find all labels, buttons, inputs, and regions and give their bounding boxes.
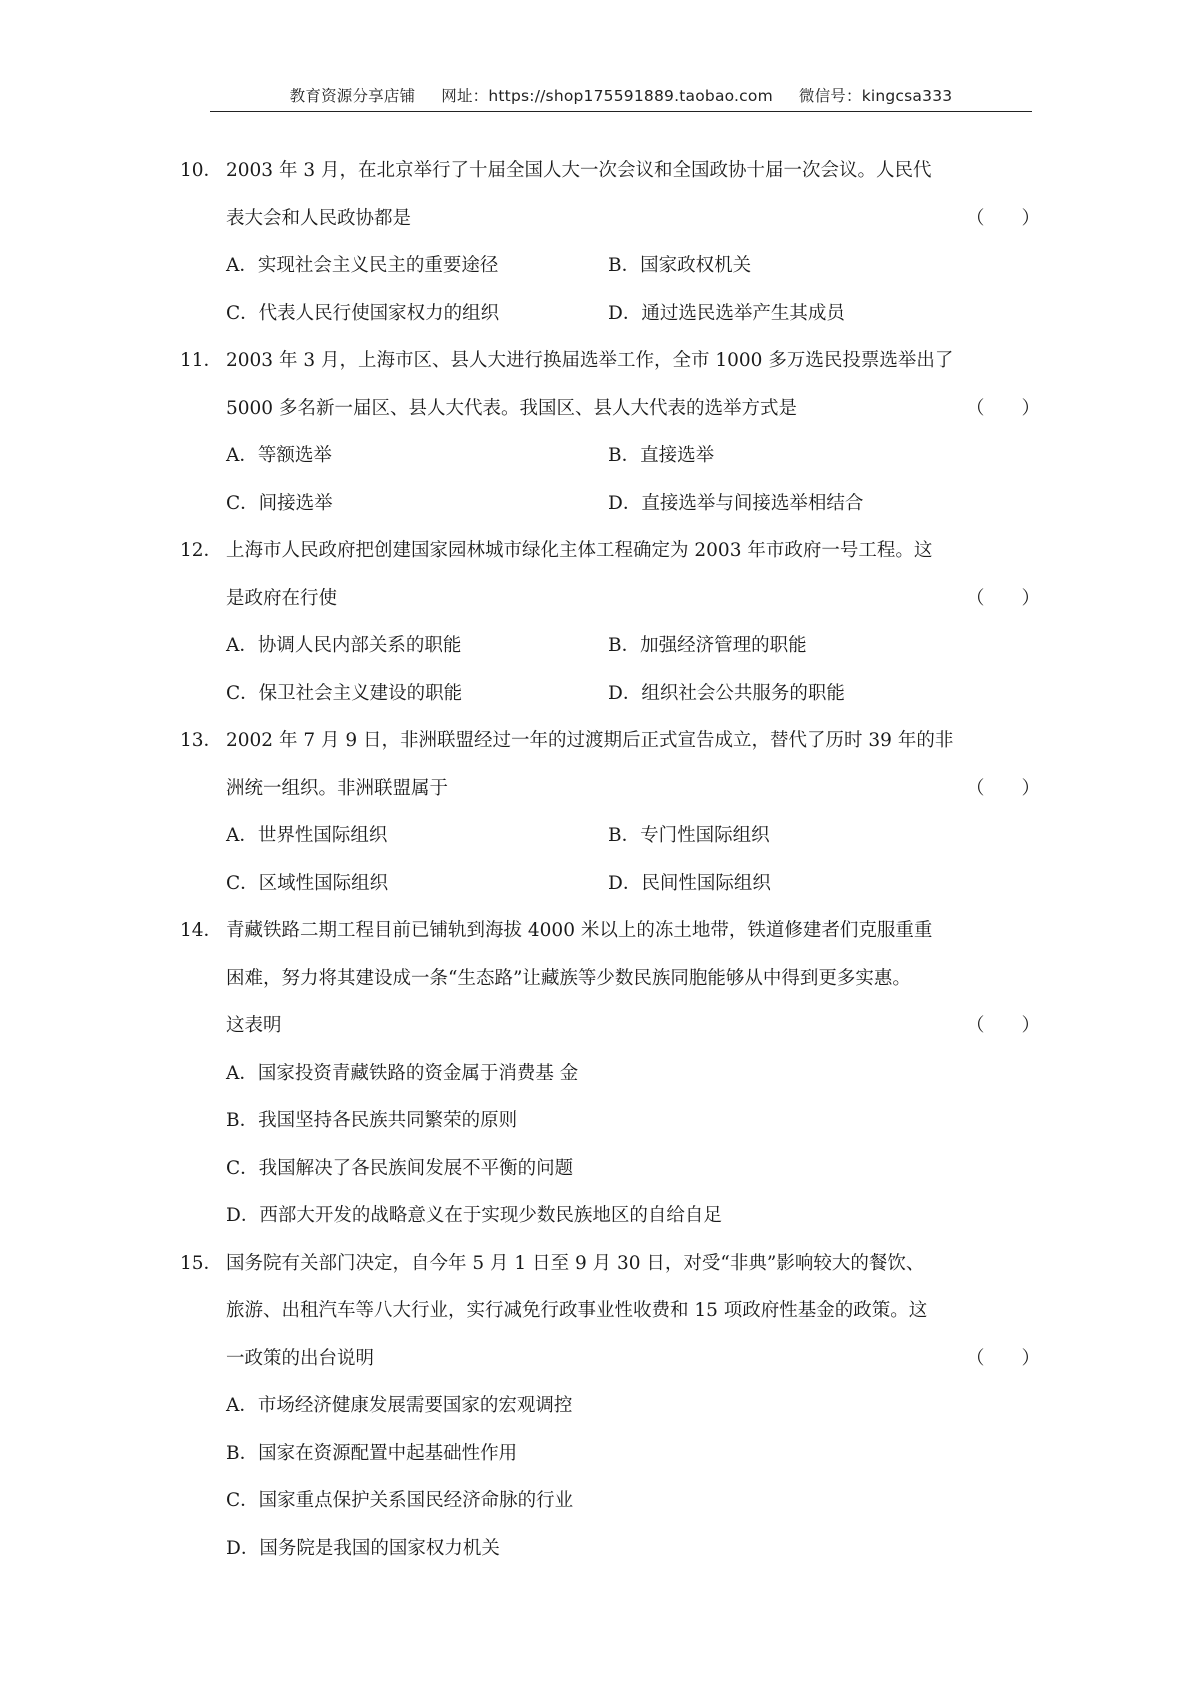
option-d: D．民间性国际组织 xyxy=(608,872,771,894)
question-number: 10． xyxy=(180,160,223,181)
option-d: D．组织社会公共服务的职能 xyxy=(608,682,845,704)
option-d: D．通过选民选举产生其成员 xyxy=(608,302,845,324)
question-stem-line: 这表明 xyxy=(226,1015,282,1036)
option-a: A．市场经济健康发展需要国家的宏观调控 xyxy=(226,1395,573,1416)
page-header xyxy=(210,84,1032,106)
question-11 xyxy=(180,337,1041,527)
option-a: A．等额选举 xyxy=(226,445,332,466)
option-c: C．我国解决了各民族间发展不平衡的问题 xyxy=(226,1157,574,1179)
question-stem-line: 表大会和人民政协都是 xyxy=(226,207,412,229)
question-stem-line: 国务院有关部门决定，自今年 5 月 1 日至 9 月 30 日，对受“非典”影响较大的餐饮、 xyxy=(226,1252,925,1274)
answer-blank: （ ） xyxy=(966,207,1041,229)
option-b: B．我国坚持各民族共同繁荣的原则 xyxy=(226,1110,518,1131)
answer-blank: （ ） xyxy=(966,1015,1041,1036)
option-c: C．国家重点保护关系国民经济命脉的行业 xyxy=(226,1490,574,1511)
question-stem-line: 青藏铁路二期工程目前已铺轨到海拔 4000 米以上的冻土地带，铁道修建者们克服重重 xyxy=(226,920,933,941)
question-stem-line: 旅游、出租汽车等八大行业，实行减免行政事业性收费和 15 项政府性基金的政策。这 xyxy=(226,1300,928,1321)
answer-blank: （ ） xyxy=(966,1347,1041,1369)
question-number: 12． xyxy=(180,540,223,561)
header-shop-url: 网址：https://shop175591889.taobao.com xyxy=(441,87,773,105)
question-number: 14． xyxy=(180,920,223,941)
option-c: C．保卫社会主义建设的职能 xyxy=(226,682,463,704)
option-b: B．国家在资源配置中起基础性作用 xyxy=(226,1442,518,1464)
option-c: C．代表人民行使国家权力的组织 xyxy=(226,302,500,324)
option-a: A．实现社会主义民主的重要途径 xyxy=(226,255,499,276)
question-stem-line: 上海市人民政府把创建国家园林城市绿化主体工程确定为 2003 年市政府一号工程。这 xyxy=(226,540,933,561)
question-number: 13． xyxy=(180,730,223,751)
question-10 xyxy=(180,147,1041,337)
question-14 xyxy=(180,907,1041,1240)
question-stem-line: 2002 年 7 月 9 日，非洲联盟经过一年的过渡期后正式宣告成立，替代了历时 39 年的非 xyxy=(226,730,954,751)
option-b: B．专门性国际组织 xyxy=(608,825,770,846)
header-shop-name: 教育资源分享店铺 xyxy=(289,87,416,105)
question-stem-line: 2003 年 3 月，在北京举行了十届全国人大一次会议和全国政协十届一次会议。人民代 xyxy=(226,160,932,181)
question-list xyxy=(180,147,1041,1572)
question-13 xyxy=(180,717,1041,907)
question-stem-line: 5000 多名新一届区、县人大代表。我国区、县人大代表的选举方式是 xyxy=(226,397,797,419)
option-c: C．区域性国际组织 xyxy=(226,872,389,894)
question-stem-line: 是政府在行使 xyxy=(226,587,338,609)
answer-blank: （ ） xyxy=(966,777,1041,799)
question-stem-line: 一政策的出台说明 xyxy=(226,1347,375,1369)
answer-blank: （ ） xyxy=(966,587,1041,609)
option-a: A．国家投资青藏铁路的资金属于消费基 金 xyxy=(226,1062,579,1084)
option-d: D．西部大开发的战略意义在于实现少数民族地区的自给自足 xyxy=(226,1205,722,1226)
option-d: D．直接选举与间接选举相结合 xyxy=(608,492,864,514)
option-a: A．世界性国际组织 xyxy=(226,825,388,846)
option-b: B．直接选举 xyxy=(608,445,715,466)
question-number: 15． xyxy=(180,1252,223,1274)
option-b: B．加强经济管理的职能 xyxy=(608,635,807,656)
header-wechat: 微信号：kingcsa333 xyxy=(798,87,953,105)
option-d: D．国务院是我国的国家权力机关 xyxy=(226,1537,500,1559)
question-12 xyxy=(180,527,1041,717)
question-stem-line: 2003 年 3 月，上海市区、县人大进行换届选举工作，全市 1000 多万选民投票选举出了 xyxy=(226,350,954,371)
question-stem-line: 洲统一组织。非洲联盟属于 xyxy=(226,777,449,799)
question-15 xyxy=(180,1240,1041,1573)
question-stem-line: 困难，努力将其建设成一条“生态路”让藏族等少数民族同胞能够从中得到更多实惠。 xyxy=(226,967,911,989)
answer-blank: （ ） xyxy=(966,397,1041,419)
option-b: B．国家政权机关 xyxy=(608,255,752,276)
question-number: 11． xyxy=(180,350,223,371)
option-c: C．间接选举 xyxy=(226,492,333,514)
header-divider xyxy=(210,111,1032,112)
option-a: A．协调人民内部关系的职能 xyxy=(226,635,462,656)
